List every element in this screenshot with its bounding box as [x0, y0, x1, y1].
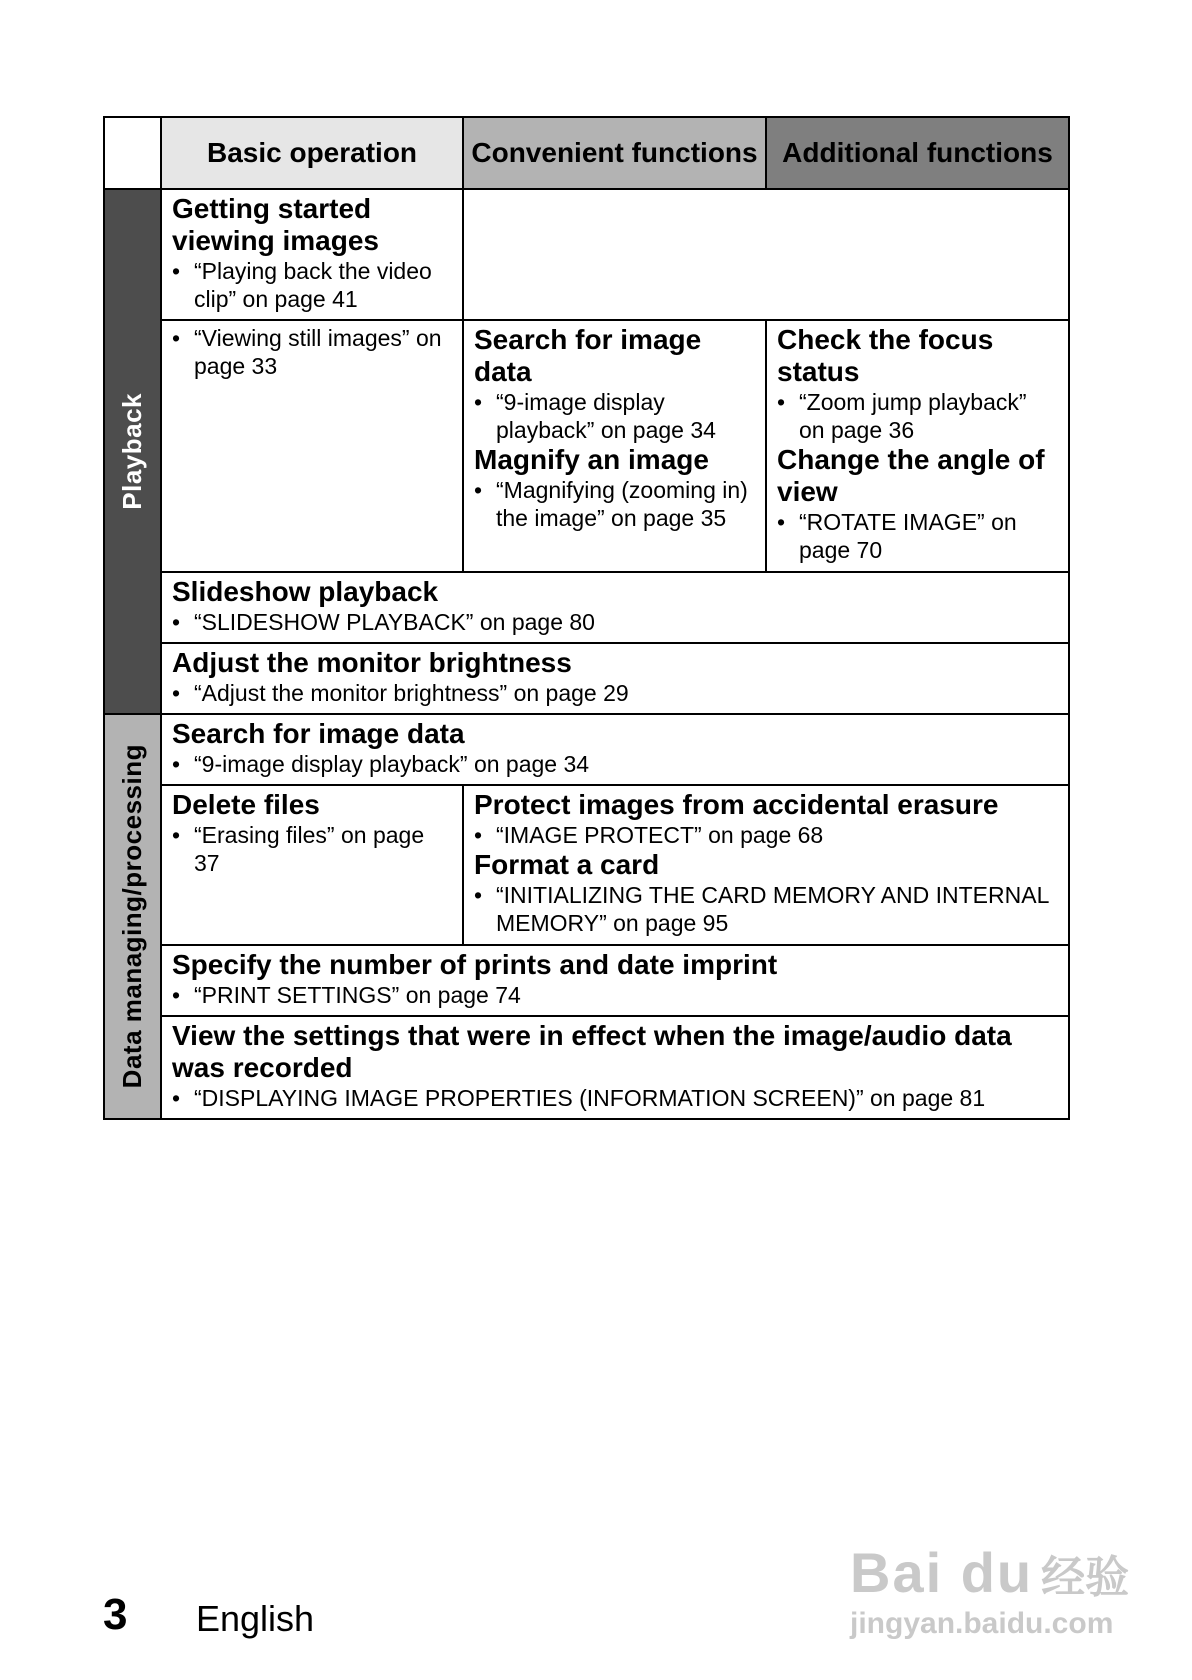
cell-focus-angle: [766, 320, 1069, 572]
watermark-cn: 经验: [1041, 1553, 1130, 1602]
cell-viewing-still: [161, 320, 463, 572]
reference-bullet: • “Playing back the video clip” on page 41: [172, 257, 452, 313]
cell-search-magnify: [463, 320, 766, 572]
watermark-url: jingyan.baidu.com: [850, 1607, 1114, 1640]
row-brightness: [104, 643, 1069, 714]
section-title: Delete files: [172, 789, 320, 820]
row-getting-started: [104, 189, 1069, 320]
section-title: Adjust the monitor brightness: [172, 647, 572, 678]
reference-bullet: • “PRINT SETTINGS” on page 74: [172, 981, 1058, 1009]
reference-bullet: • “Erasing files” on page 37: [172, 821, 452, 877]
row-slideshow: [104, 572, 1069, 643]
header-basic-operation: Basic operation: [161, 117, 463, 189]
reference-bullet: • “Viewing still images” on page 33: [172, 324, 452, 380]
section-title: Change the angle of view: [777, 444, 1045, 507]
page-number: 3: [103, 1590, 128, 1639]
cell-delete: [161, 785, 463, 945]
row-viewing: [104, 320, 1069, 572]
header-convenient-functions: Convenient functions: [463, 117, 766, 189]
section-title: Search for image data: [172, 718, 465, 749]
section-title: Protect images from accidental erasure: [474, 789, 999, 820]
reference-bullet: • “9-image display playback” on page 34: [474, 388, 755, 444]
section-title: Getting started viewing images: [172, 193, 379, 256]
section-title: Specify the number of prints and date imprint: [172, 949, 778, 980]
function-table: [103, 116, 1070, 1120]
cell-getting-started: [161, 189, 463, 320]
reference-bullet: • “ROTATE IMAGE” on page 70: [777, 508, 1058, 564]
header-corner: [104, 117, 161, 189]
reference-bullet: • “IMAGE PROTECT” on page 68: [474, 821, 1058, 849]
cell-slideshow: [161, 572, 1069, 643]
reference-bullet: • “9-image display playback” on page 34: [172, 750, 1058, 778]
reference-bullet: • “Zoom jump playback” on page 36: [777, 388, 1058, 444]
section-title: Search for image data: [474, 324, 702, 387]
cell-prints: [161, 945, 1069, 1016]
reference-bullet: • “SLIDESHOW PLAYBACK” on page 80: [172, 608, 1058, 636]
side-label-playback: Playback: [104, 189, 161, 714]
section-title: View the settings that were in effect when the image/audio data was recorded: [172, 1020, 1012, 1083]
cell-protect-format: [463, 785, 1069, 945]
section-title: Slideshow playback: [172, 576, 439, 607]
side-label-data-managing: Data managing/processing: [104, 714, 161, 1119]
section-title: Format a card: [474, 849, 660, 880]
section-title: Check the focus status: [777, 324, 994, 387]
reference-bullet: • “Magnifying (zooming in) the image” on page 35: [474, 476, 755, 532]
baidu-watermark: [850, 1540, 1130, 1650]
cell-search-data: [161, 714, 1069, 785]
watermark-logo: Bai du: [850, 1541, 1034, 1604]
cell-empty: [463, 189, 1069, 320]
row-delete-protect: [104, 785, 1069, 945]
cell-brightness: [161, 643, 1069, 714]
row-prints: [104, 945, 1069, 1016]
header-additional-functions: Additional functions: [766, 117, 1069, 189]
row-search-data: [104, 714, 1069, 785]
footer-language: English: [196, 1598, 315, 1639]
reference-bullet: • “Adjust the monitor brightness” on page 29: [172, 679, 1058, 707]
reference-bullet: • “DISPLAYING IMAGE PROPERTIES (INFORMATION SCREEN)” on page 81: [172, 1084, 1058, 1112]
reference-bullet: • “INITIALIZING THE CARD MEMORY AND INTERNAL MEMORY” on page 95: [474, 881, 1058, 937]
row-settings: [104, 1016, 1069, 1119]
cell-settings: [161, 1016, 1069, 1119]
section-title: Magnify an image: [474, 444, 709, 475]
header-row: [104, 117, 1069, 189]
